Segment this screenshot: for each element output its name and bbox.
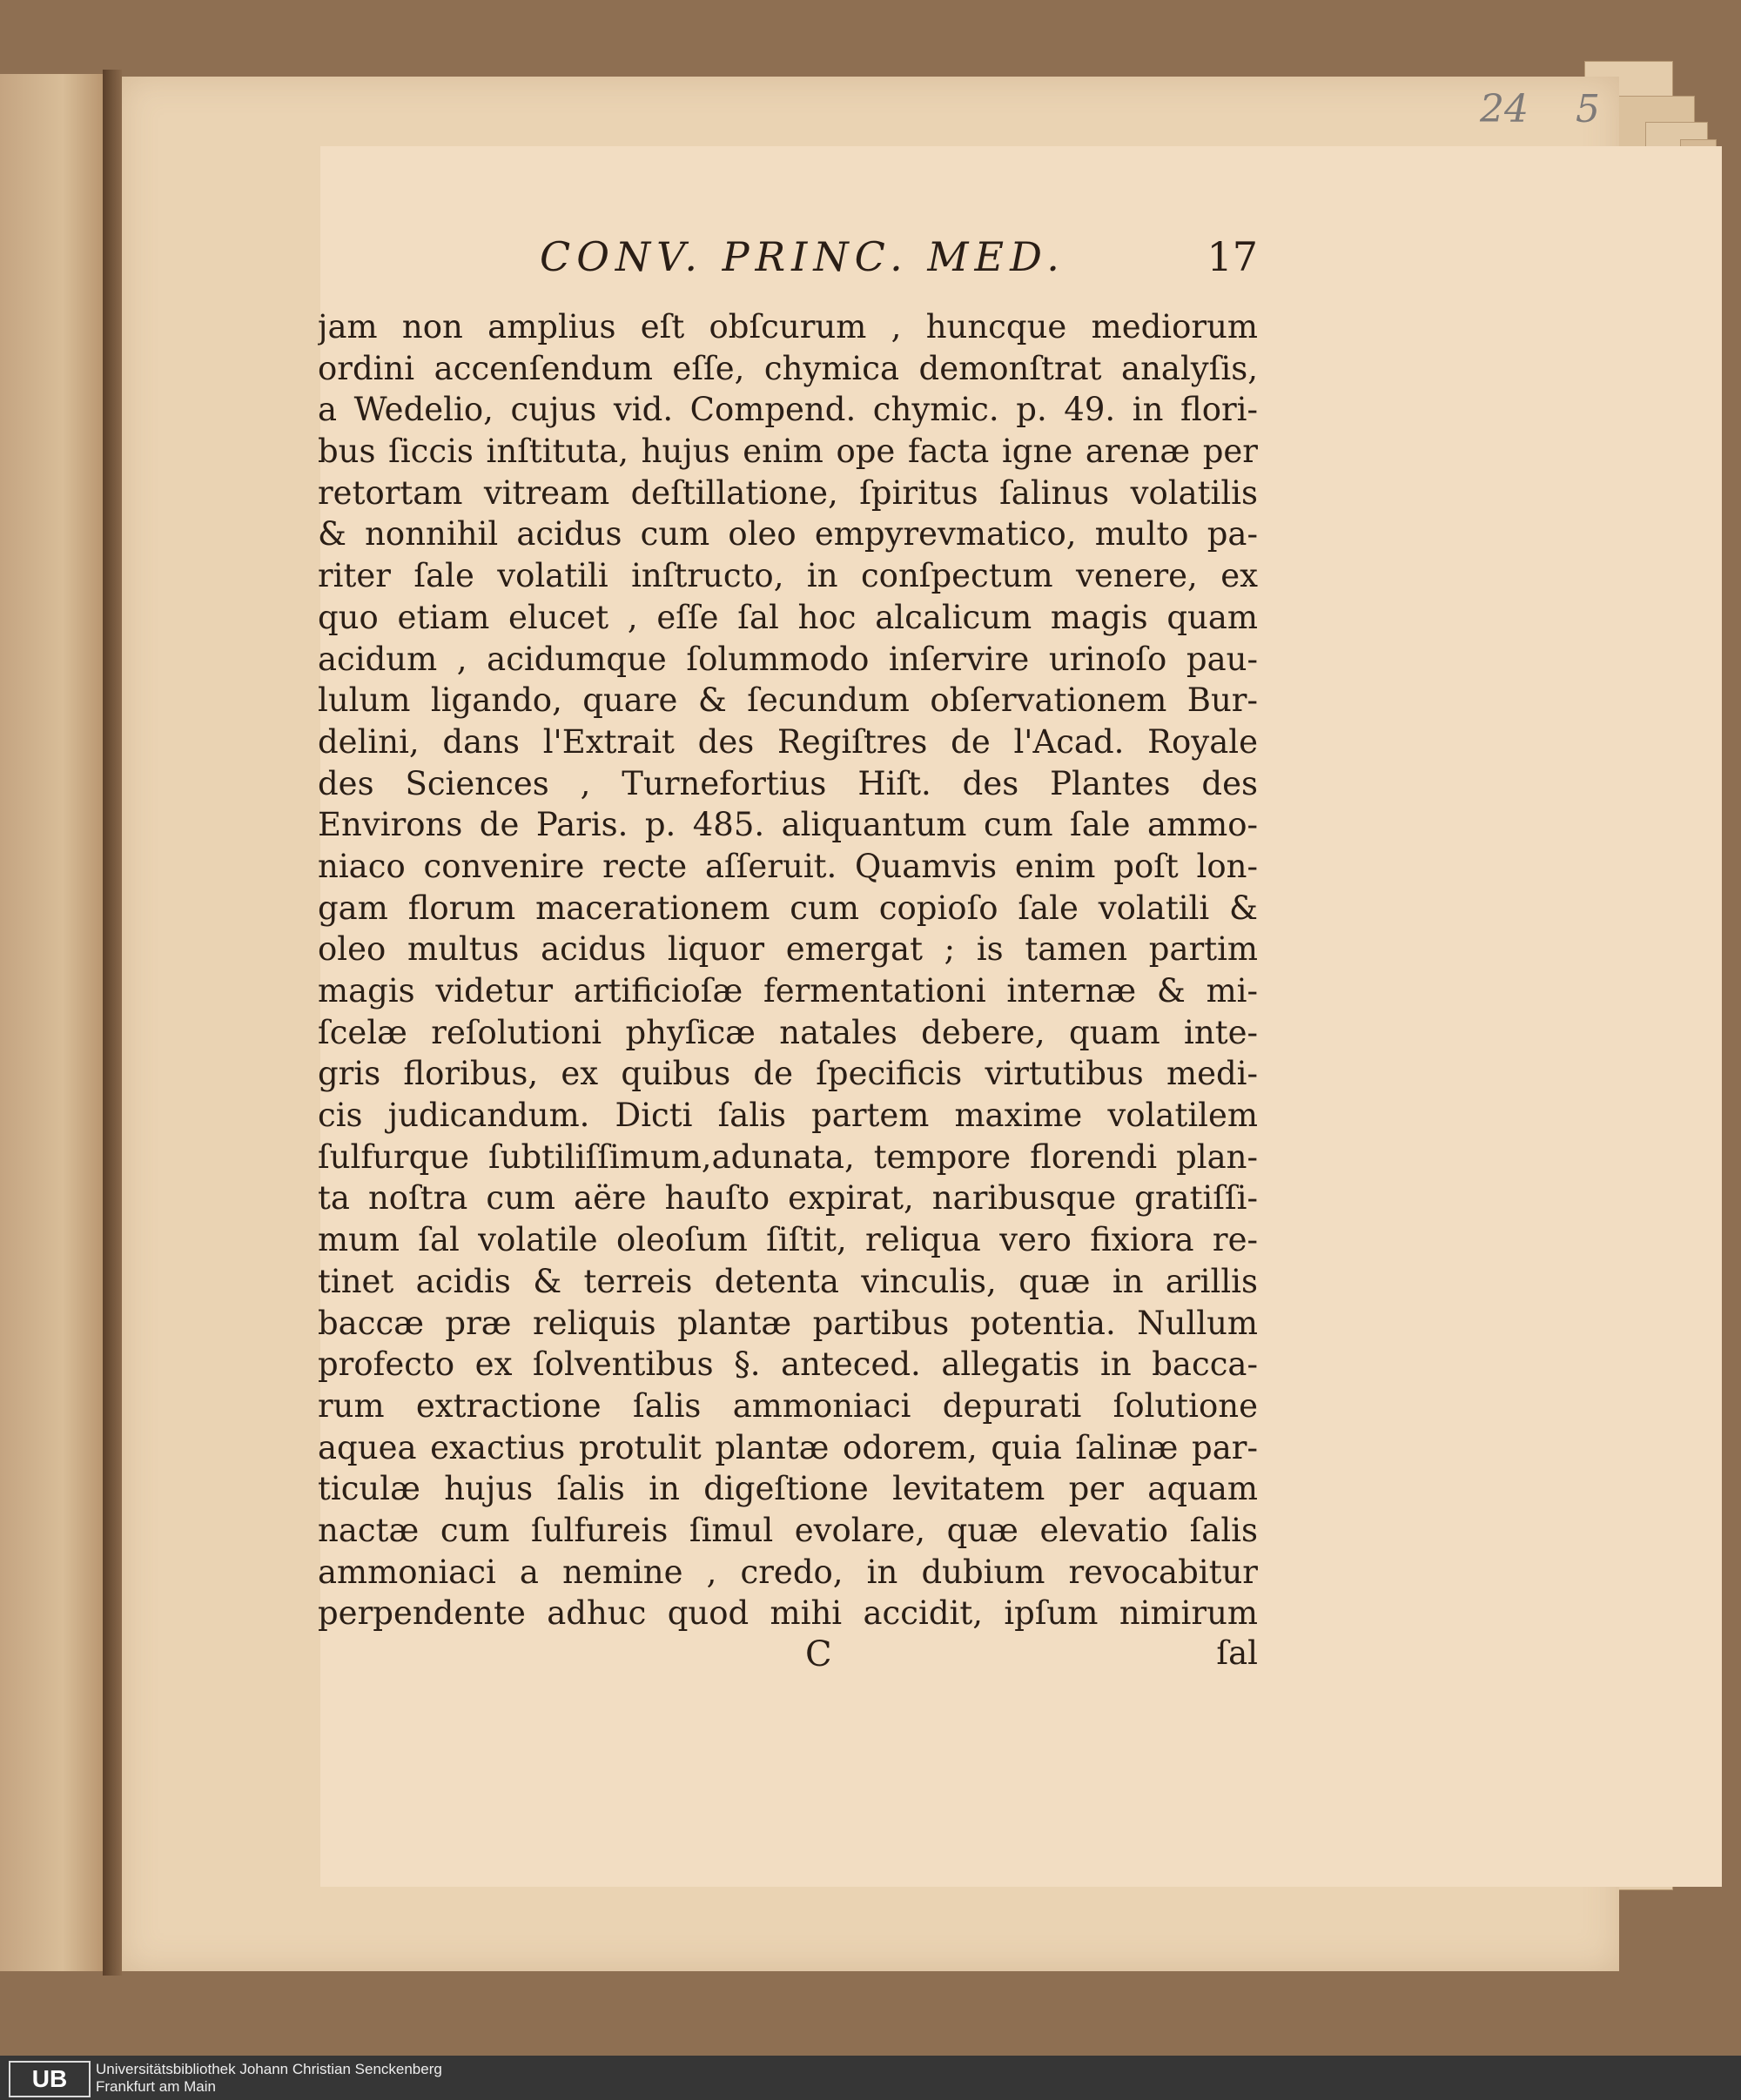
text-line: riter ſale volatili inſtructo, in conſpectum venere, ex [318,557,1258,595]
text-line: tinet acidis & terreis detenta vinculis, quæ in arillis [318,1262,1258,1300]
text-line: bus ſiccis inſtituta, hujus enim ope facta igne arenæ per [318,433,1258,471]
text-line: ſcelæ reſolutioni phyſicæ natales debere, quam inte- [318,1013,1258,1051]
catchword: ſal [1216,1634,1258,1672]
catchline [318,1634,1258,1676]
text-line: profecto ex ſolventibus §. anteced. allegatis in bacca- [318,1345,1258,1384]
library-city: Frankfurt am Main [96,2078,216,2095]
text-line: gam florum macerationem cum copioſo ſale volatili & [318,889,1258,927]
library-credit [96,2061,442,2096]
library-name: Universitätsbibliothek Johann Christian Senckenberg [96,2061,442,2077]
text-line: lulum ligando, quare & ſecundum obſervationem Bur- [318,681,1258,720]
page-number: 17 [1207,233,1258,280]
running-head: CONV. PRINC. MED. [540,233,1065,280]
body-text [318,306,1258,1634]
text-line: baccæ præ reliquis plantæ partibus potentia. Nullum [318,1304,1258,1342]
text-line: rum extractione ſalis ammoniaci depurati ſolutione [318,1386,1258,1425]
text-line: ſulfurque ſubtiliſſimum,adunata, tempore florendi plan- [318,1137,1258,1176]
text-line: cis judicandum. Dicti ſalis partem maxime volatilem [318,1097,1258,1135]
text-line: magis videtur artificioſæ fermentationi internæ & mi- [318,972,1258,1010]
library-logo: UB [9,2061,91,2097]
text-line: acidum , acidumque ſolummodo inſervire urinoſo pau- [318,640,1258,678]
text-line: niaco convenire recte aſſeruit. Quamvis enim poſt lon- [318,847,1258,885]
text-line: aquea exactius protulit plantæ odorem, quia ſalinæ par- [318,1428,1258,1466]
signature-mark: C [805,1634,832,1674]
text-line: delini, dans l'Extrait des Regiſtres de l'Acad. Royale [318,722,1258,761]
pencil-annotation: 24 [1480,87,1529,131]
text-line: nactæ cum ſulfureis ſimul evolare, quæ elevatio ſalis [318,1511,1258,1549]
text-line: ticulæ hujus ſalis in digeſtione levitatem per aquam [318,1470,1258,1508]
text-line: Environs de Paris. p. 485. aliquantum cum ſale ammo- [318,806,1258,844]
book-gutter [103,70,122,1976]
library-footer [0,2056,1741,2100]
text-line: gris floribus, ex quibus de ſpecificis virtutibus medi- [318,1055,1258,1093]
text-line: oleo multus acidus liquor emergat ; is tamen partim [318,930,1258,969]
text-line: & nonnihil acidus cum oleo empyrevmatico, multo pa- [318,515,1258,554]
text-line: ta noſtra cum aëre hauſto expirat, naribusque gratiſſi- [318,1179,1258,1218]
text-line: ammoniaci a nemine , credo, in dubium revocabitur [318,1553,1258,1591]
left-page-edge [0,74,107,1971]
text-line: quo etiam elucet , eſſe ſal hoc alcalicum magis quam [318,598,1258,636]
pencil-annotation: 5 [1576,87,1600,131]
text-line: mum ſal volatile oleoſum ſiſtit, reliqua vero fixiora re- [318,1221,1258,1259]
page-header [318,233,1258,294]
text-line: perpendente adhuc quod mihi accidit, ipſum nimirum [318,1594,1258,1633]
text-line: ordini accenſendum eſſe, chymica demonſtrat analyſis, [318,349,1258,387]
text-line: des Sciences , Turnefortius Hiſt. des Plantes des [318,764,1258,802]
text-line: retortam vitream deſtillatione, ſpiritus ſalinus volatilis [318,473,1258,512]
text-line: jam non amplius eſt obſcurum , huncque mediorum [318,308,1258,346]
text-line: a Wedelio, cujus vid. Compend. chymic. p. 49. in flori- [318,391,1258,429]
